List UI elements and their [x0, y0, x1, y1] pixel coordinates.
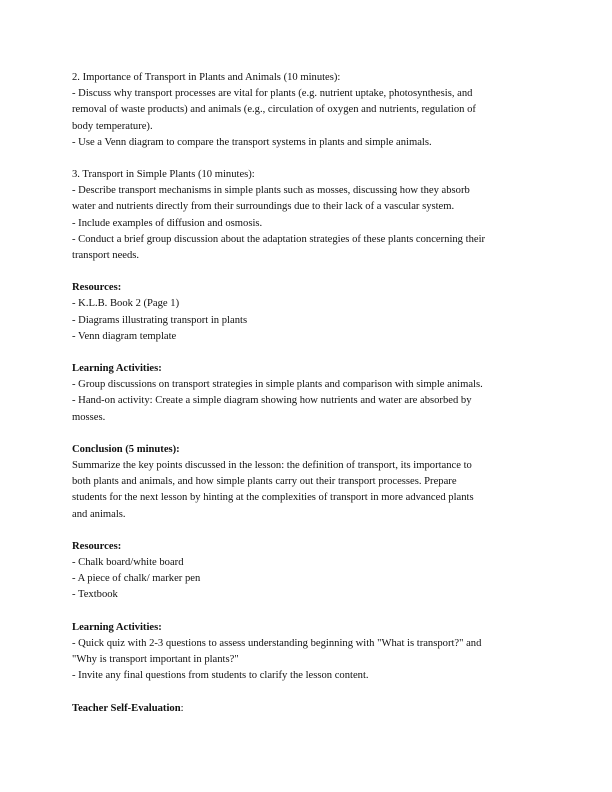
learning-activities-section	[72, 620, 542, 685]
resources-section	[72, 280, 542, 345]
section-title: 2. Importance of Transport in Plants and Animals (10 minutes):	[72, 72, 341, 83]
body-line: Summarize the key points discussed in the lesson: the definition of transport, its importance to	[72, 460, 472, 472]
resource-item: - Diagrams illustrating transport in plants	[72, 314, 248, 326]
self-evaluation-colon: :	[180, 702, 184, 714]
body-line: - Conduct a brief group discussion about the adaptation strategies of these plants concerning their	[72, 233, 486, 245]
body-line: students for the next lesson by hinting at the complexities of transport in more advanced plants	[72, 492, 474, 504]
resource-item: - Textbook	[72, 589, 118, 601]
body-line: body temperature).	[72, 120, 153, 132]
body-line: - Quick quiz with 2-3 questions to assess understanding beginning with "What is transport?" and	[72, 637, 482, 649]
resources-heading: Resources:	[72, 540, 122, 552]
body-line: mosses.	[72, 411, 106, 423]
body-line: - Describe transport mechanisms in simple plants such as mosses, discussing how they absorb	[72, 185, 470, 197]
resource-item: - K.L.B. Book 2 (Page 1)	[72, 298, 180, 310]
learning-activities-heading: Learning Activities:	[72, 621, 162, 633]
body-line: removal of waste products) and animals (e.g., circulation of oxygen and nutrients, regulation of	[72, 104, 476, 116]
learning-activities-section	[72, 361, 542, 426]
body-line: - Group discussions on transport strategies in simple plants and comparison with simple animals.	[72, 379, 483, 391]
section-title: 3. Transport in Simple Plants (10 minutes):	[72, 169, 255, 181]
self-evaluation-heading: Teacher Self-Evaluation	[72, 702, 181, 714]
body-line: transport needs.	[72, 250, 140, 262]
learning-activities-heading: Learning Activities:	[72, 363, 162, 375]
resource-item: - Venn diagram template	[72, 330, 177, 342]
body-line: - Hand-on activity: Create a simple diagram showing how nutrients and water are absorbed by	[72, 395, 472, 407]
resources-heading: Resources:	[72, 282, 122, 294]
conclusion-section	[72, 442, 542, 523]
resource-item: - A piece of chalk/ marker pen	[72, 573, 201, 585]
body-line: "Why is transport important in plants?"	[72, 654, 239, 666]
resource-item: - Chalk board/white board	[72, 557, 184, 569]
body-line: - Include examples of diffusion and osmosis.	[72, 217, 263, 229]
importance-section	[72, 70, 542, 151]
body-line: both plants and animals, and how simple plants carry out their transport processes. Prepare	[72, 476, 457, 488]
body-line: and animals.	[72, 508, 126, 520]
body-line: - Use a Venn diagram to compare the transport systems in plants and simple animals.	[72, 136, 432, 148]
resources-section	[72, 539, 542, 604]
body-line: water and nutrients directly from their surroundings due to their lack of a vascular system.	[72, 201, 455, 213]
body-line: - Discuss why transport processes are vital for plants (e.g. nutrient uptake, photosynthesis, and	[72, 88, 473, 100]
simple-plants-section	[72, 167, 542, 264]
self-evaluation-section	[72, 701, 542, 717]
self-evaluation-line	[72, 701, 542, 717]
document-page	[72, 70, 542, 733]
body-line: - Invite any final questions from students to clarify the lesson content.	[72, 670, 369, 682]
conclusion-heading: Conclusion (5 minutes):	[72, 443, 180, 455]
